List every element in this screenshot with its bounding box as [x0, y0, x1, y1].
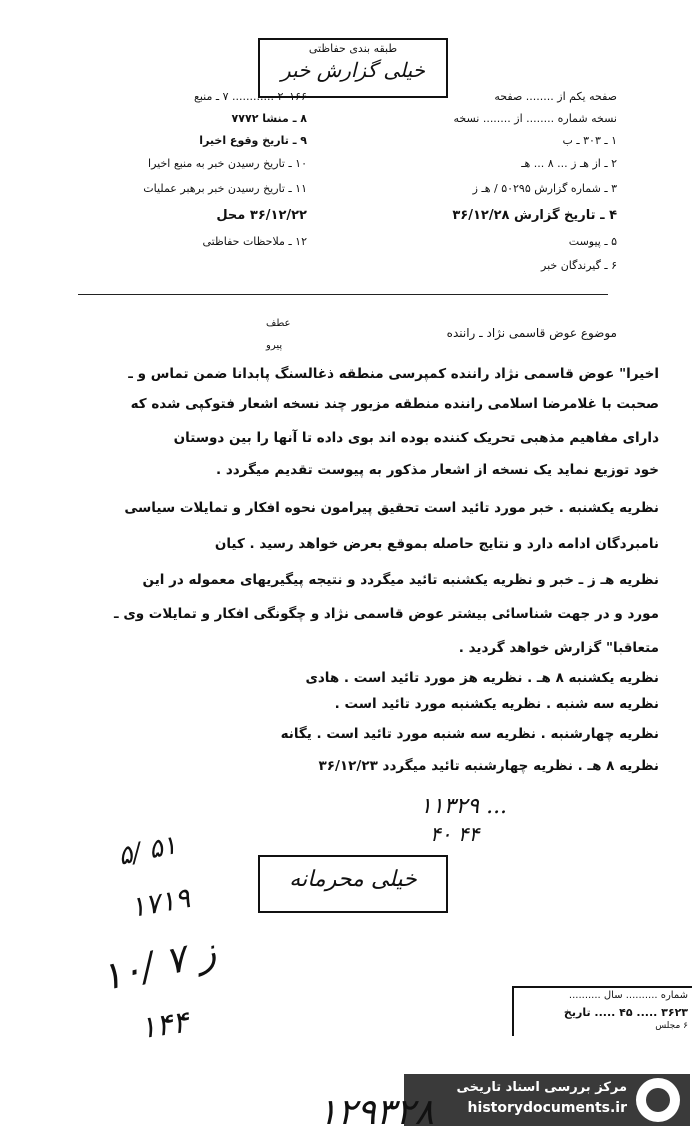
header-field-2: ۲ ـ از هـ ز ... ۸ ... هـ: [521, 157, 617, 170]
opinion-3: نظریه چهارشنبه . نظریه سه شنبه مورد تائید است . یگانه: [280, 726, 659, 742]
header-divider: [78, 294, 608, 295]
header-page: صفحه یکم از ........ صفحه: [494, 90, 617, 103]
header-copy: نسخه شماره ........ از ........ نسخه: [453, 112, 617, 125]
subject-line: موضوع عوض قاسمی نژاد ـ راننده: [446, 326, 617, 340]
watermark-logo-inner: [646, 1088, 670, 1112]
handwritten-ref-number: ۱۱۳۲۹ ...: [420, 794, 508, 819]
header-field-3: ۳ ـ شماره گزارش ۵۰۲۹۵ / هـ ز: [472, 182, 617, 195]
handwritten-note-1: ۵/ ۵۱: [115, 830, 180, 872]
opinion-1: نظریه یکشنبه ۸ هـ . نظریه هز مورد تائید است . هادی: [305, 670, 659, 686]
body-line-3: دارای مفاهیم مذهبی تحریک کننده بوده اند بوی داده تا آنها را بین دوستان: [173, 430, 659, 446]
classification-stamp-top: [258, 38, 448, 98]
body-line-7: نظریه هـ ز ـ خبر و نظریه یکشنبه تائید میگردد و نتیجه پیگیریهای معموله در این: [142, 572, 659, 588]
classification-label: طبقه بندی حفاظتی: [308, 42, 398, 55]
handwritten-bottom-number: ۱۲۹۳۲۸: [318, 1092, 435, 1133]
handwritten-ref-sub: ۴۰ ۴۴: [430, 822, 480, 846]
registry-stamp: [512, 986, 692, 1036]
header-field-9: ۹ ـ تاریخ وقوع اخیرا: [199, 134, 307, 147]
handwritten-note-3: ۱۰/ ۷ ز: [96, 928, 221, 1000]
opinion-4: نظریه ۸ هـ . نظریه چهارشنبه تائید میگردد ۳۶/۱۲/۲۳: [318, 758, 659, 774]
registry-line-3: ۶ مجلس: [655, 1021, 688, 1031]
handwritten-note-2: ۱۷۱۹: [127, 881, 193, 924]
watermark-url: historydocuments.ir: [467, 1100, 627, 1116]
registry-line-1: شماره .......... سال ..........: [568, 990, 688, 1001]
classification-stamp-bottom: [258, 855, 448, 913]
body-line-9: متعاقبا" گزارش خواهد گردید .: [458, 640, 659, 656]
body-line-5: نظریه یکشنبه . خبر مورد تائید است تحقیق پیرامون نحوه افکار و تمایلات سیاسی: [124, 500, 659, 516]
body-line-2: صحبت با غلامرضا اسلامی راننده منطقه مزبور چند نسخه اشعار فتوکپی شده که: [130, 396, 659, 412]
header-field-4: ۴ ـ تاریخ گزارش ۳۶/۱۲/۲۸: [452, 208, 617, 223]
handwritten-note-4: ۱۴۴: [137, 1004, 191, 1047]
header-field-5: ۵ ـ پیوست: [568, 235, 617, 248]
stamp-bottom-text: خیلی محرمانه: [289, 867, 417, 892]
header-field-11: ۱۱ ـ تاریخ رسیدن خبر برهبر عملیات: [143, 182, 307, 195]
watermark-title: مرکز بررسی اسناد تاریخی: [456, 1080, 627, 1095]
classification-text: خیلی گزارش خبر: [280, 58, 426, 82]
registry-line-2: ۳۶۲۳ ..... ۴۵ ..... تاریخ: [563, 1006, 688, 1019]
header-field-10: ۱۰ ـ تاریخ رسیدن خبر به منبع اخیرا: [148, 157, 307, 170]
body-line-1: اخیرا" عوض قاسمی نژاد راننده کمپرسی منطقه ذغالسنگ پابدانا ضمن تماس و ـ: [128, 366, 659, 382]
atf-label: عطف: [266, 318, 291, 329]
header-mahal: ۳۶/۱۲/۲۲ محل: [216, 208, 307, 223]
header-field-8: ۸ ـ منشا ۷۷۷۲: [231, 112, 307, 125]
header-field-1: ۱ ـ ۳۰۳ ـ ب: [562, 134, 617, 147]
body-line-8: مورد و در جهت شناسائی بیشتر عوض قاسمی نژاد و چگونگی افکار و تمایلات وی ـ: [114, 606, 659, 622]
peyro-label: پیرو: [266, 340, 283, 351]
header-field-6: ۶ ـ گیرندگان خبر: [541, 259, 617, 272]
body-line-4: خود توزیع نماید یک نسخه از اشعار مذکور به پیوست تقدیم میگردد .: [215, 462, 659, 478]
header-field-12: ۱۲ ـ ملاحظات حفاظتی: [202, 235, 307, 248]
opinion-2: نظریه سه شنبه . نظریه یکشنبه مورد تائید است .: [334, 696, 659, 712]
body-line-6: نامبردگان ادامه دارد و نتایج حاصله بموقع بعرض خواهد رسید . کیان: [214, 536, 659, 552]
header-field-7: ۲۰۱۶۶ ............ ۷ ـ منبع: [193, 90, 307, 103]
